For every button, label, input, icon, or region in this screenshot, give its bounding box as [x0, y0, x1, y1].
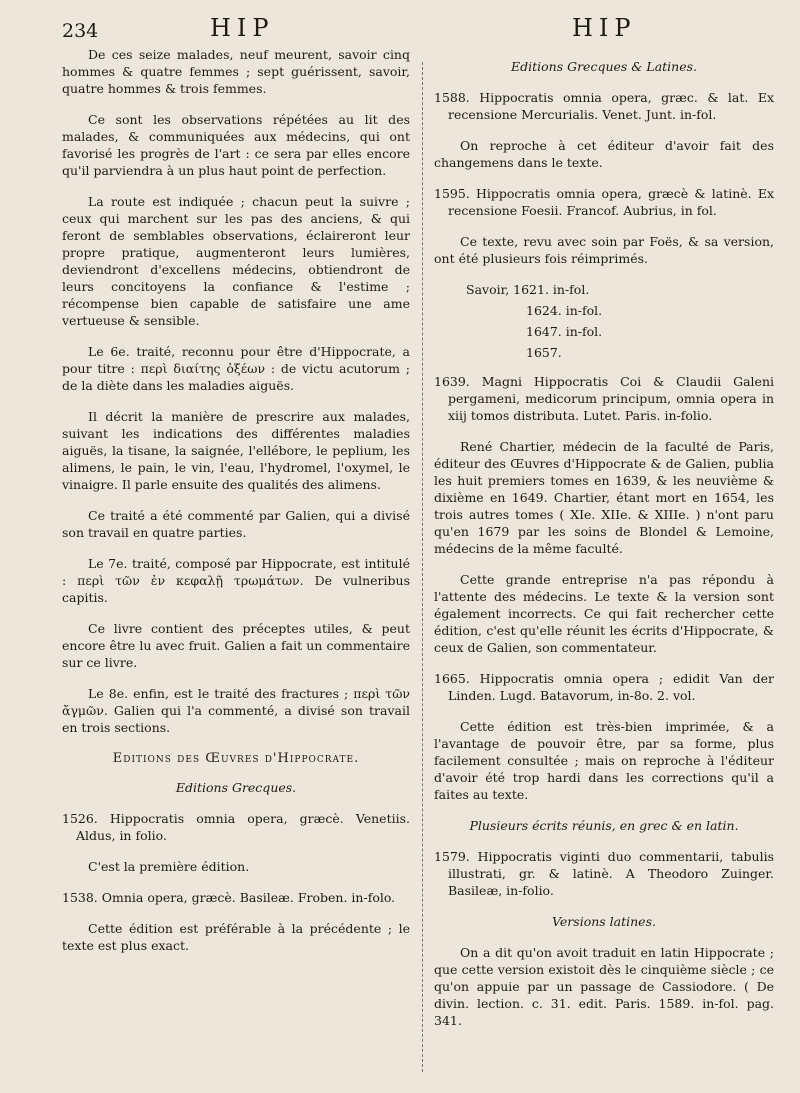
edition-note: Cette grande entreprise n'a pas répondu à l'attente des médecins. Le texte & la version sont également incorrects. Ce qui fait rechercher cette édition, c'est qu'elle réunit les écrits d'Hippocrate, & ceux de Galien, son commentateur.: [434, 572, 774, 655]
edition-entry: 1579. Hippocratis viginti duo commentarii, tabulis illustrati, gr. & latinè. A Theodoro Zuinger. Basileæ, in-folio.: [434, 849, 774, 898]
paragraph: Ce sont les observations répétées au lit des malades, & communiquées aux médecins, qui ont favorisé les progrès de l'art : ce sera par elles encore qu'il parviendra à un plus haut point de perfection.: [62, 112, 410, 178]
edition-note: Cette édition est préférable à la précédente ; le texte est plus exact.: [62, 921, 410, 953]
edition-entry: 1588. Hippocratis omnia opera, græc. & lat. Ex recensione Mercurialis. Venet. Junt. in-fol.: [434, 90, 774, 122]
section-title: Editions des Œuvres d'Hippocrate.: [112, 751, 360, 766]
paragraph: Ce traité a été commenté par Galien, qui a divisé son travail en quatre parties.: [62, 508, 410, 540]
page-header: [0, 14, 800, 44]
running-head-left: HIP: [210, 14, 275, 42]
page-number: 234: [62, 20, 99, 42]
reprint-year: 1624. in-fol.: [526, 303, 603, 318]
paragraph: Il décrit la manière de prescrire aux malades, suivant les indications des différentes maladies aiguës, la tisane, la saignée, l'ellébore, le peplium, les alimens, le pain, le vin, l'eau, l'hydromel, l'oxymel, le vinaigre. Il parle ensuite des qualités des alimens.: [62, 409, 410, 492]
reprint-year: 1647. in-fol.: [526, 324, 603, 339]
paragraph: La route est indiquée ; chacun peut la suivre ; ceux qui marchent sur les pas des anciens, & qui feront de semblables observations, éclaireront leur propre pratique, augmenteront leurs lumières, deviendront d'excellens médecins, obtiendront de leurs concitoyens la confiance & l'estime ; récompense bien capable de satisfaire une ame vertueuse & sensible.: [62, 194, 410, 328]
edition-note: On reproche à cet éditeur d'avoir fait des changemens dans le texte.: [434, 138, 774, 170]
edition-note: Cette édition est très-bien imprimée, & a l'avantage de pouvoir être, par sa forme, plus facilement consultée ; mais on reproche à l'éditeur d'avoir été trop hardi dans les corrections qu'il a faites au texte.: [434, 719, 774, 802]
edition-entry: 1639. Magni Hippocratis Coi & Claudii Galeni pergameni, medicorum principum, omnia opera in xiij tomos distributa. Lutet. Paris. in-folio.: [434, 374, 774, 423]
left-column: [62, 46, 410, 968]
paragraph: On a dit qu'on avoit traduit en latin Hippocrate ; que cette version existoit dès le cinquième siècle ; ce qu'on appuie par un passage de Cassiodore. ( De divin. lection. c. 31. edit. Paris. 1589. in-fol. pag. 341.: [434, 945, 774, 1028]
edition-note: René Chartier, médecin de la faculté de Paris, éditeur des Œuvres d'Hippocrate & de Galien, publia les huit premiers tomes en 1639, & les neuvième & dixième en 1649. Chartier, étant mort en 1654, les trois autres tomes ( XIe. XIIe. & XIIIe. ) n'ont paru qu'en 1679 par les soins de Blondel & Lemoine, médecins de la même faculté.: [434, 439, 774, 556]
paragraph: Ce livre contient des préceptes utiles, & peut encore être lu avec fruit. Galien a fait un commentaire sur ce livre.: [62, 621, 410, 670]
paragraph: Le 7e. traité, composé par Hippocrate, est intitulé : περὶ τῶν ἐν κεφαλῇ τρωμάτων. De vulneribus capitis.: [62, 556, 410, 605]
reprint-year: 1657.: [526, 345, 562, 360]
running-head-right: HIP: [572, 14, 637, 42]
subsection-title: Editions Grecques & Latines.: [510, 59, 698, 74]
reprint-years: [434, 281, 774, 361]
edition-note: Ce texte, revu avec soin par Foës, & sa version, ont été plusieurs fois réimprimés.: [434, 234, 774, 266]
edition-entry: 1595. Hippocratis omnia opera, græcè & latinè. Ex recensione Foesii. Francof. Aubrius, in fol.: [434, 186, 774, 218]
subsection-title: Plusieurs écrits réunis, en grec & en latin.: [469, 818, 739, 833]
edition-entry: 1526. Hippocratis omnia opera, græcè. Venetiis. Aldus, in folio.: [62, 811, 410, 843]
column-divider: [422, 62, 423, 1072]
subsection-title: Editions Grecques.: [175, 780, 297, 795]
paragraph: Le 8e. enfin, est le traité des fractures ; περὶ τῶν ἄγμῶν. Galien qui l'a commenté, a divisé son travail en trois sections.: [62, 686, 410, 735]
reprint-year: Savoir, 1621. in-fol.: [466, 282, 590, 297]
subsection-title: Versions latines.: [552, 914, 656, 929]
edition-entry: 1538. Omnia opera, græcè. Basileæ. Froben. in-folo.: [62, 890, 396, 905]
edition-entry: 1665. Hippocratis omnia opera ; edidit Van der Linden. Lugd. Batavorum, in-8o. 2. vol.: [434, 671, 774, 703]
edition-note: C'est la première édition.: [88, 859, 250, 874]
paragraph: De ces seize malades, neuf meurent, savoir cinq hommes & quatre femmes ; sept guérissent, savoir, quatre hommes & trois femmes.: [62, 47, 410, 96]
right-column: [434, 46, 774, 1043]
paragraph: Le 6e. traité, reconnu pour être d'Hippocrate, a pour titre : περὶ διαίτης ὀξέων : de victu acutorum ; de la diète dans les maladies aiguës.: [62, 344, 410, 393]
